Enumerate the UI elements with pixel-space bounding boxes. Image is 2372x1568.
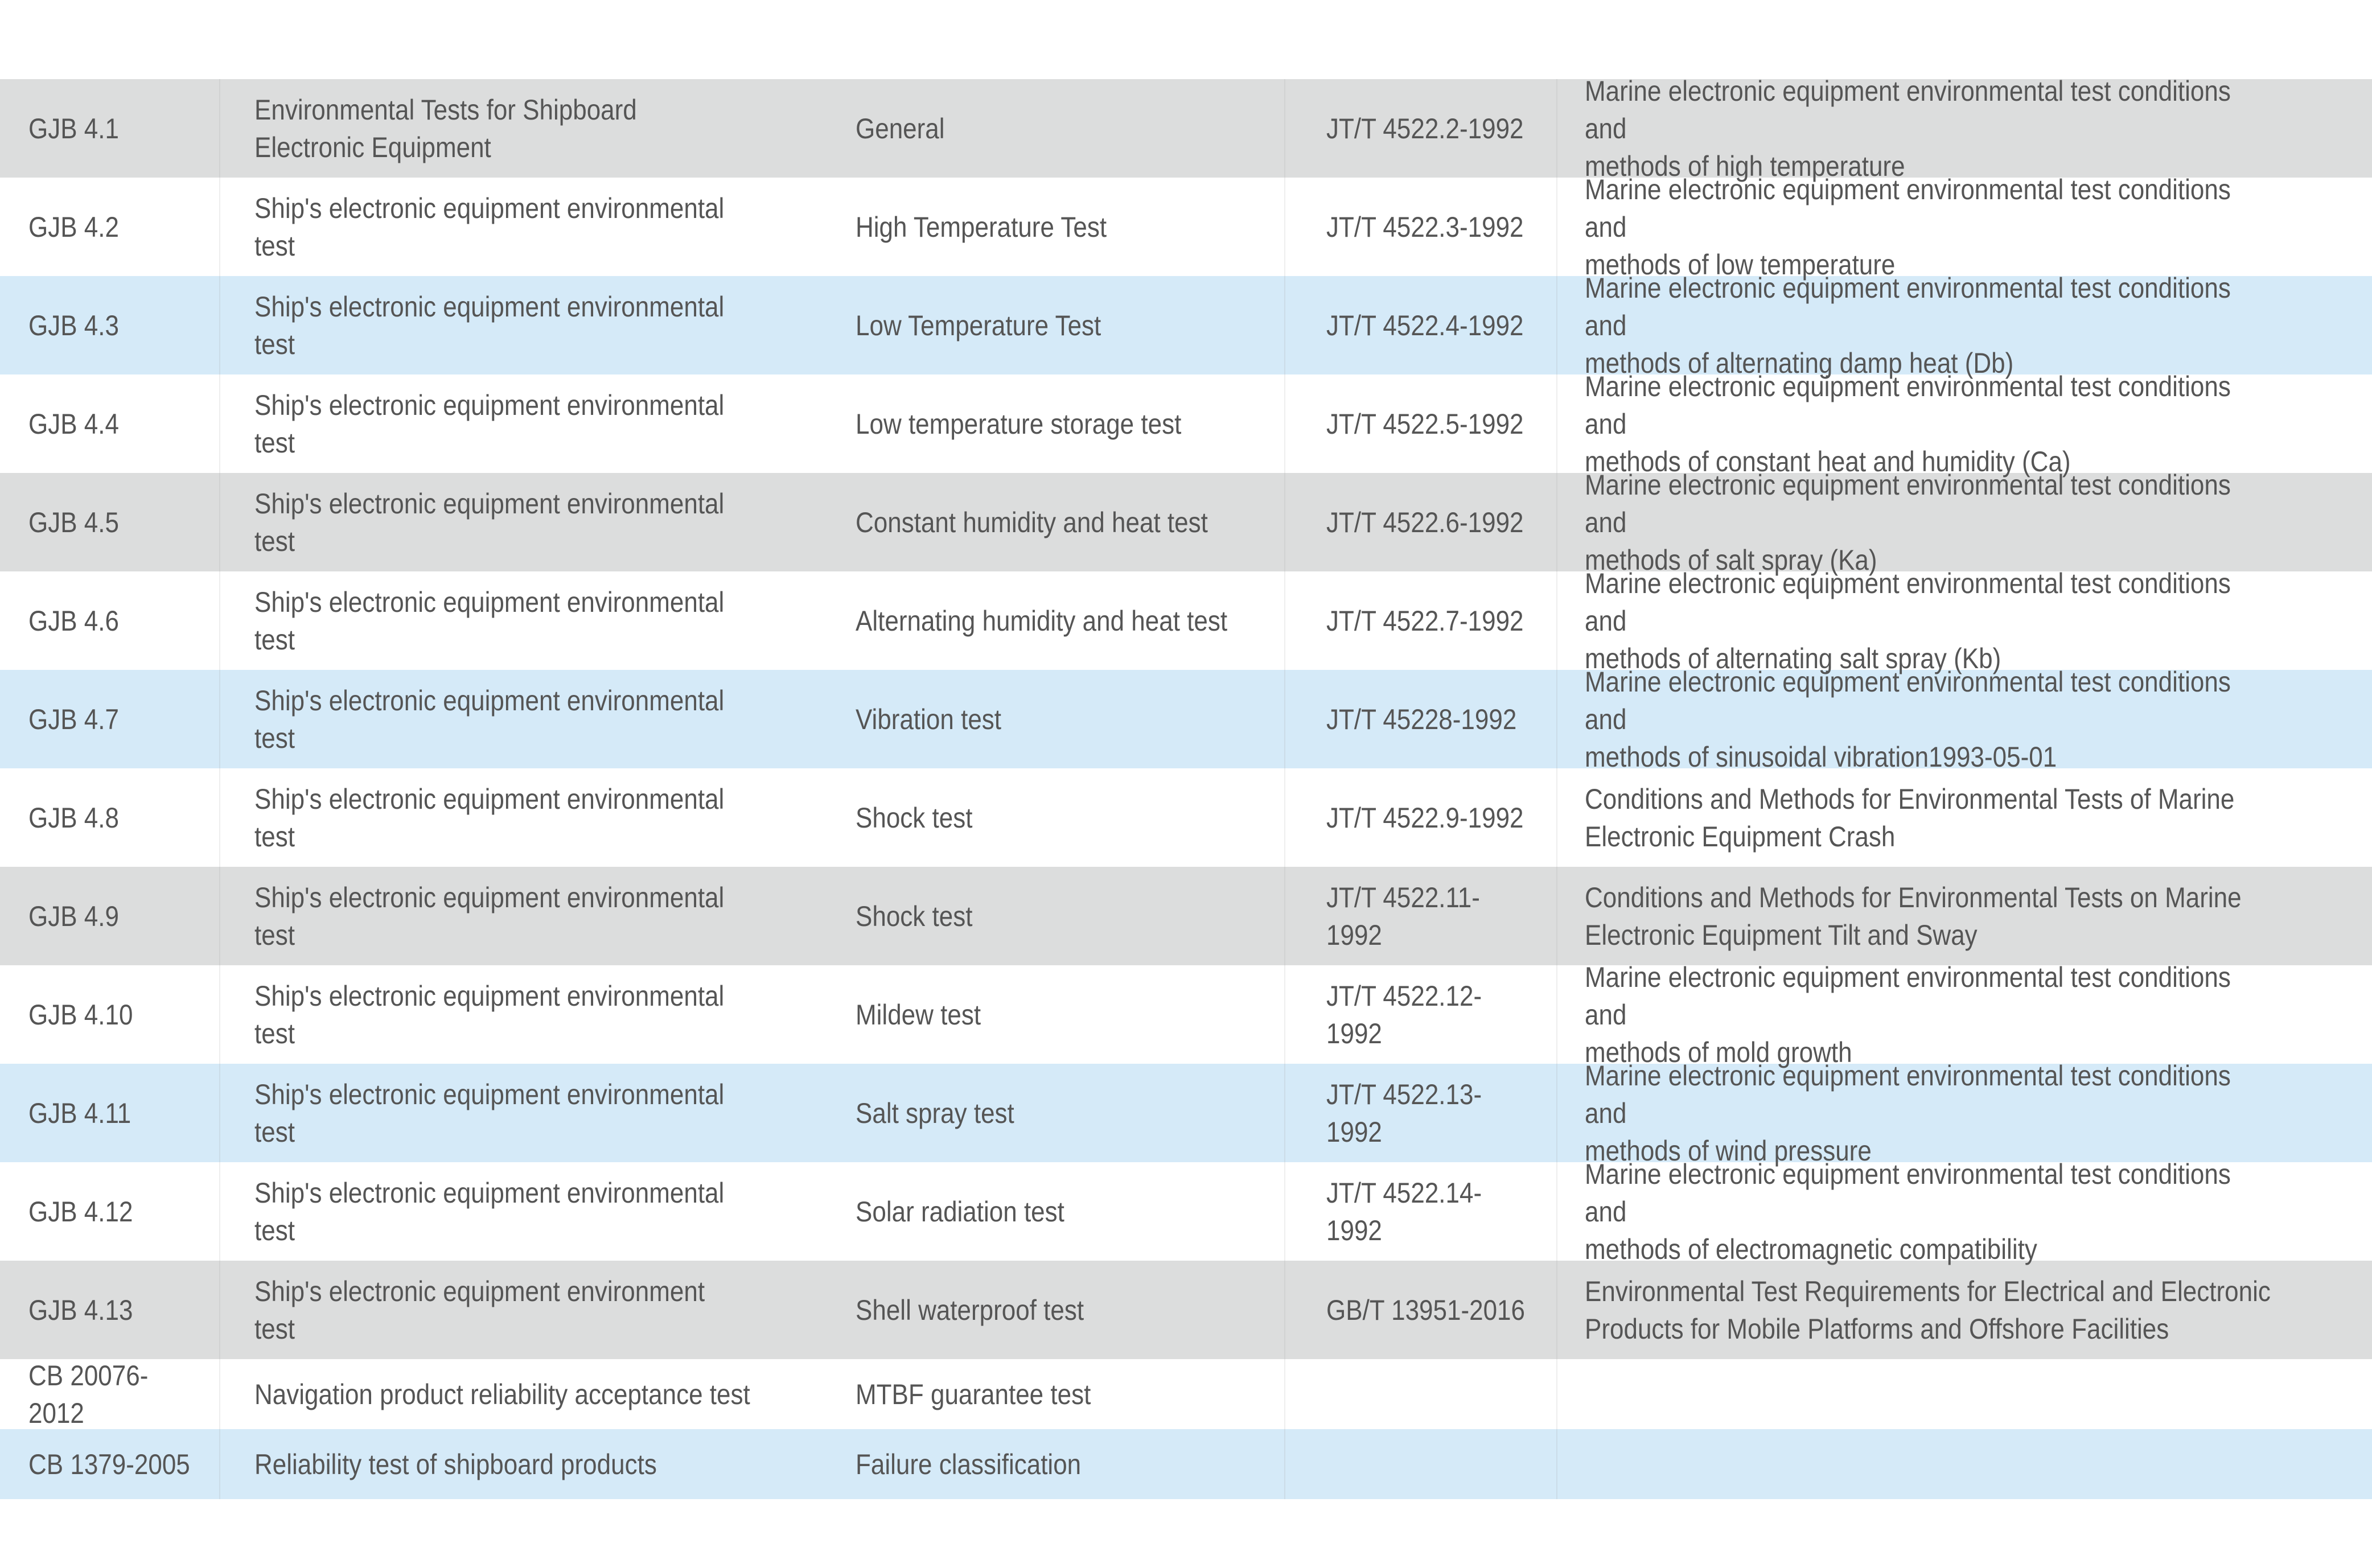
standard-title-text: Ship's electronic equipment environment test [254, 1275, 705, 1345]
related-description-cell [1557, 173, 2372, 281]
related-description-cell [1557, 271, 2372, 379]
standard-title-text: Ship's electronic equipment environmental test [254, 1176, 725, 1246]
standard-code-text: GJB 4.9 [28, 900, 119, 932]
test-item-text: Constant humidity and heat test [856, 506, 1208, 538]
standard-code-cell [0, 670, 220, 768]
related-standard-text: JT/T 4522.5-1992 [1326, 408, 1524, 440]
related-standard-cell [1285, 571, 1557, 670]
standard-title-text: Environmental Tests for Shipboard Electronic Equipment [254, 93, 637, 163]
related-description-cell [1557, 1261, 2372, 1359]
related-description-text: Environmental Test Requirements for Electrical and Electronic Products for Mobile Platforms and Offshore Facilities [1585, 1275, 2271, 1345]
table-row [0, 1359, 2372, 1429]
related-description-cell [1557, 1429, 2372, 1499]
table-row [0, 567, 2372, 674]
table-row [0, 468, 2372, 576]
standard-title-text: Ship's electronic equipment environmental test [254, 290, 725, 360]
test-item-cell [820, 79, 1285, 178]
standard-title-cell [220, 670, 820, 768]
standard-code-text: GJB 4.13 [28, 1294, 133, 1326]
test-item-text: Salt spray test [856, 1097, 1014, 1129]
related-standard-cell [1285, 276, 1557, 374]
test-item-cell [820, 1429, 1285, 1499]
test-item-text: Low Temperature Test [856, 309, 1101, 341]
test-item-text: Low temperature storage test [856, 408, 1182, 440]
standard-title-cell [220, 1429, 820, 1499]
related-standard-text: JT/T 4522.14-1992 [1326, 1176, 1482, 1246]
related-standard-text: JT/T 4522.2-1992 [1326, 112, 1524, 145]
related-description-cell [1557, 1158, 2372, 1265]
related-standard-text: JT/T 4522.13-1992 [1326, 1078, 1482, 1148]
related-standard-cell [1285, 768, 1557, 867]
test-item-cell [820, 374, 1285, 473]
related-standard-cell [1285, 867, 1557, 965]
standard-title-text: Ship's electronic equipment environmental test [254, 1078, 725, 1148]
standard-title-text: Ship's electronic equipment environmental test [254, 389, 725, 459]
related-description-text: Marine electronic equipment environmental test conditions and methods of low temperature [1585, 173, 2231, 281]
related-standard-cell [1285, 374, 1557, 473]
test-item-cell [820, 1359, 1285, 1429]
standard-code-cell [0, 1064, 220, 1162]
related-description-text: Conditions and Methods for Environmental Tests of Marine Electronic Equipment Crash [1585, 783, 2235, 853]
related-description-cell [1557, 75, 2372, 182]
related-standard-cell [1285, 965, 1557, 1064]
standard-code-cell [0, 178, 220, 276]
standard-code-cell [0, 768, 220, 867]
related-description-text: Marine electronic equipment environmental test conditions and methods of sinusoidal vibration1993-05-01 [1585, 665, 2231, 773]
test-item-cell [820, 571, 1285, 670]
test-item-cell [820, 867, 1285, 965]
test-item-cell [820, 965, 1285, 1064]
related-standard-text: JT/T 4522.3-1992 [1326, 211, 1524, 243]
test-item-cell [820, 1261, 1285, 1359]
test-item-cell [820, 178, 1285, 276]
standard-title-text: Reliability test of shipboard products [254, 1448, 657, 1480]
related-description-text: Conditions and Methods for Environmental Tests on Marine Electronic Equipment Tilt and Sway [1585, 881, 2242, 951]
standard-title-cell [220, 571, 820, 670]
standard-title-cell [220, 1162, 820, 1261]
standard-code-text: CB 1379-2005 [28, 1448, 190, 1480]
related-description-cell [1557, 567, 2372, 674]
standard-code-cell [0, 571, 220, 670]
standard-title-text: Ship's electronic equipment environmental test [254, 586, 725, 656]
related-description-cell [1557, 468, 2372, 576]
standards-table [0, 75, 2372, 1499]
related-standard-text: JT/T 4522.12-1992 [1326, 980, 1482, 1050]
standard-title-cell [220, 178, 820, 276]
standard-title-cell [220, 1359, 820, 1429]
standard-code-cell [0, 965, 220, 1064]
standard-code-text: GJB 4.6 [28, 604, 119, 637]
test-item-text: Mildew test [856, 998, 981, 1031]
related-description-text: Marine electronic equipment environmental test conditions and methods of wind pressure [1585, 1059, 2231, 1167]
test-item-cell [820, 276, 1285, 374]
table-row [0, 665, 2372, 773]
standard-title-text: Navigation product reliability acceptance test [254, 1378, 750, 1410]
related-description-text: Marine electronic equipment environmental test conditions and methods of mold growth [1585, 961, 2231, 1068]
related-standard-cell [1285, 670, 1557, 768]
standard-code-text: GJB 4.11 [28, 1097, 131, 1129]
standard-code-text: GJB 4.4 [28, 408, 119, 440]
standard-code-cell [0, 1261, 220, 1359]
related-standard-text: JT/T 4522.4-1992 [1326, 309, 1524, 341]
test-item-cell [820, 473, 1285, 571]
related-standard-cell [1285, 1359, 1557, 1429]
related-description-text: Marine electronic equipment environmental test conditions and methods of high temperature [1585, 75, 2231, 182]
test-item-cell [820, 1162, 1285, 1261]
related-standard-cell [1285, 79, 1557, 178]
test-item-text: Shock test [856, 801, 973, 834]
test-item-text: Shock test [856, 900, 973, 932]
test-item-text: General [856, 112, 945, 145]
standard-title-text: Ship's electronic equipment environmental test [254, 881, 725, 951]
standard-code-cell [0, 79, 220, 178]
related-standard-cell [1285, 1261, 1557, 1359]
related-description-cell [1557, 768, 2372, 867]
related-standard-text: JT/T 4522.7-1992 [1326, 604, 1524, 637]
standard-code-cell [0, 1429, 220, 1499]
table-row [0, 1429, 2372, 1499]
standard-title-cell [220, 1261, 820, 1359]
test-item-text: Failure classification [856, 1448, 1082, 1480]
table-row [0, 173, 2372, 281]
standard-code-text: GJB 4.1 [28, 112, 119, 145]
standard-code-cell [0, 1162, 220, 1261]
standard-code-text: GJB 4.2 [28, 211, 119, 243]
standard-title-cell [220, 867, 820, 965]
test-item-text: Vibration test [856, 703, 1002, 735]
standard-title-cell [220, 374, 820, 473]
related-description-text: Marine electronic equipment environmental test conditions and methods of electromagnetic compatibility [1585, 1158, 2231, 1265]
standard-code-cell [0, 1359, 220, 1429]
standard-code-cell [0, 473, 220, 571]
standard-code-cell [0, 867, 220, 965]
related-standard-cell [1285, 1162, 1557, 1261]
standard-title-text: Ship's electronic equipment environmental test [254, 487, 725, 557]
table-row [0, 271, 2372, 379]
test-item-cell [820, 670, 1285, 768]
test-item-cell [820, 1064, 1285, 1162]
related-description-cell [1557, 867, 2372, 965]
standard-title-cell [220, 768, 820, 867]
standard-code-cell [0, 276, 220, 374]
standard-code-text: GJB 4.5 [28, 506, 119, 538]
standard-title-cell [220, 276, 820, 374]
table-row [0, 75, 2372, 182]
table-row [0, 1059, 2372, 1167]
related-description-cell [1557, 1359, 2372, 1429]
standard-title-text: Ship's electronic equipment environmental test [254, 192, 725, 262]
table-row [0, 370, 2372, 478]
related-description-text: Marine electronic equipment environmental test conditions and methods of constant heat and humidity (Ca) [1585, 370, 2231, 478]
standard-code-text: CB 20076-2012 [28, 1359, 149, 1429]
related-standard-text: JT/T 4522.6-1992 [1326, 506, 1524, 538]
standard-title-text: Ship's electronic equipment environmental test [254, 783, 725, 853]
table-row [0, 961, 2372, 1068]
test-item-text: MTBF guarantee test [856, 1378, 1091, 1410]
table-row [0, 1261, 2372, 1359]
related-description-text: Marine electronic equipment environmental test conditions and methods of salt spray (Ka) [1585, 468, 2231, 576]
standard-code-cell [0, 374, 220, 473]
related-description-cell [1557, 370, 2372, 478]
related-standard-cell [1285, 178, 1557, 276]
test-item-text: Shell waterproof test [856, 1294, 1084, 1326]
related-description-text: Marine electronic equipment environmental test conditions and methods of alternating damp heat (Db) [1585, 271, 2231, 379]
test-item-text: Solar radiation test [856, 1195, 1064, 1228]
table-row [0, 1158, 2372, 1265]
test-item-text: High Temperature Test [856, 211, 1107, 243]
related-standard-text: GB/T 13951-2016 [1326, 1294, 1526, 1326]
standard-title-cell [220, 473, 820, 571]
related-description-cell [1557, 961, 2372, 1068]
related-standard-text: JT/T 4522.11-1992 [1326, 881, 1480, 951]
standard-title-cell [220, 965, 820, 1064]
standard-title-cell [220, 79, 820, 178]
related-standard-cell [1285, 1429, 1557, 1499]
related-standard-text: JT/T 4522.9-1992 [1326, 801, 1524, 834]
related-standard-cell [1285, 473, 1557, 571]
related-standard-cell [1285, 1064, 1557, 1162]
standard-title-text: Ship's electronic equipment environmental test [254, 684, 725, 754]
related-description-text: Marine electronic equipment environmental test conditions and methods of alternating salt spray (Kb) [1585, 567, 2231, 674]
table-row [0, 867, 2372, 965]
table-row [0, 768, 2372, 867]
standard-code-text: GJB 4.3 [28, 309, 119, 341]
related-description-cell [1557, 1059, 2372, 1167]
test-item-cell [820, 768, 1285, 867]
standard-title-cell [220, 1064, 820, 1162]
standard-code-text: GJB 4.7 [28, 703, 119, 735]
standard-code-text: GJB 4.8 [28, 801, 119, 834]
related-description-cell [1557, 665, 2372, 773]
standard-code-text: GJB 4.12 [28, 1195, 133, 1228]
related-standard-text: JT/T 45228-1992 [1326, 703, 1517, 735]
test-item-text: Alternating humidity and heat test [856, 604, 1228, 637]
standard-code-text: GJB 4.10 [28, 998, 133, 1031]
standard-title-text: Ship's electronic equipment environmental test [254, 980, 725, 1050]
